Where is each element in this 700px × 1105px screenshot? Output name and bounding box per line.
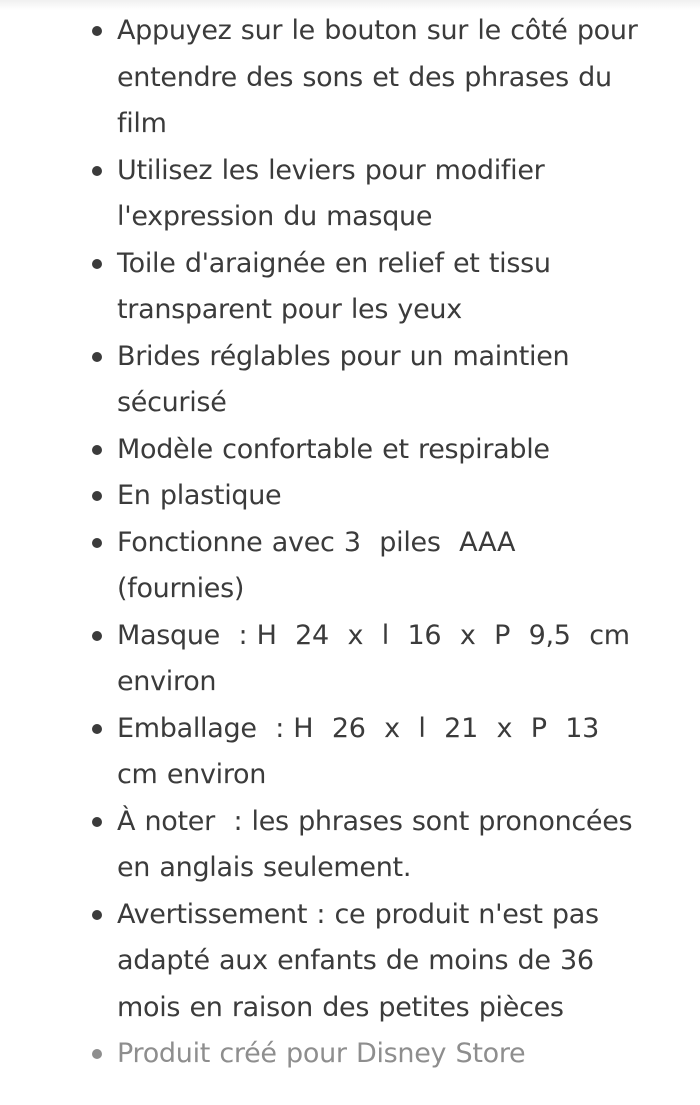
list-item — [86, 334, 646, 427]
list-item-text: Produit créé pour Disney Store — [117, 1038, 526, 1069]
bullet-icon — [92, 166, 102, 176]
list-item-text: Avertissement : ce produit n'est pas adapté aux enfants de moins de 36 mois en raison des petites pièces — [117, 898, 609, 1023]
list-item — [86, 8, 646, 148]
list-item-faded — [86, 1031, 646, 1078]
bullet-icon — [92, 26, 102, 36]
list-item — [86, 706, 646, 799]
list-item-text: Fonctionne avec 3 piles AAA (fournies) — [117, 526, 525, 604]
bullet-icon — [92, 910, 102, 920]
bullet-icon — [92, 445, 102, 455]
list-item-text: Masque : H 24 x l 16 x P 9,5 cm environ — [117, 619, 640, 697]
list-item-text: Modèle confortable et respirable — [117, 433, 550, 465]
feature-list — [86, 8, 646, 1078]
list-item — [86, 520, 646, 613]
list-item — [86, 799, 646, 892]
list-item — [86, 241, 646, 334]
list-item — [86, 892, 646, 1032]
list-item-text: Brides réglables pour un maintien sécurisé — [117, 340, 579, 418]
list-item-text: Appuyez sur le bouton sur le côté pour entendre des sons et des phrases du film — [117, 15, 647, 139]
bullet-icon — [92, 538, 102, 548]
bullet-icon — [92, 1049, 102, 1059]
bullet-icon — [92, 817, 102, 827]
list-item-text: En plastique — [117, 480, 282, 511]
bullet-icon — [92, 631, 102, 641]
list-item-text: Emballage : H 26 x l 21 x P 13 cm environ — [117, 712, 618, 790]
list-item-text: À noter : les phrases sont prononcées en anglais seulement. — [117, 805, 642, 883]
list-item-text: Utilisez les leviers pour modifier l'expression du masque — [117, 154, 554, 232]
list-item — [86, 473, 646, 520]
list-item — [86, 613, 646, 706]
list-item — [86, 148, 646, 241]
bullet-icon — [92, 724, 102, 734]
list-item — [86, 427, 646, 474]
bullet-icon — [92, 491, 102, 501]
list-item-text: Toile d'araignée en relief et tissu transparent pour les yeux — [117, 247, 560, 325]
bullet-icon — [92, 352, 102, 362]
bullet-icon — [92, 259, 102, 269]
